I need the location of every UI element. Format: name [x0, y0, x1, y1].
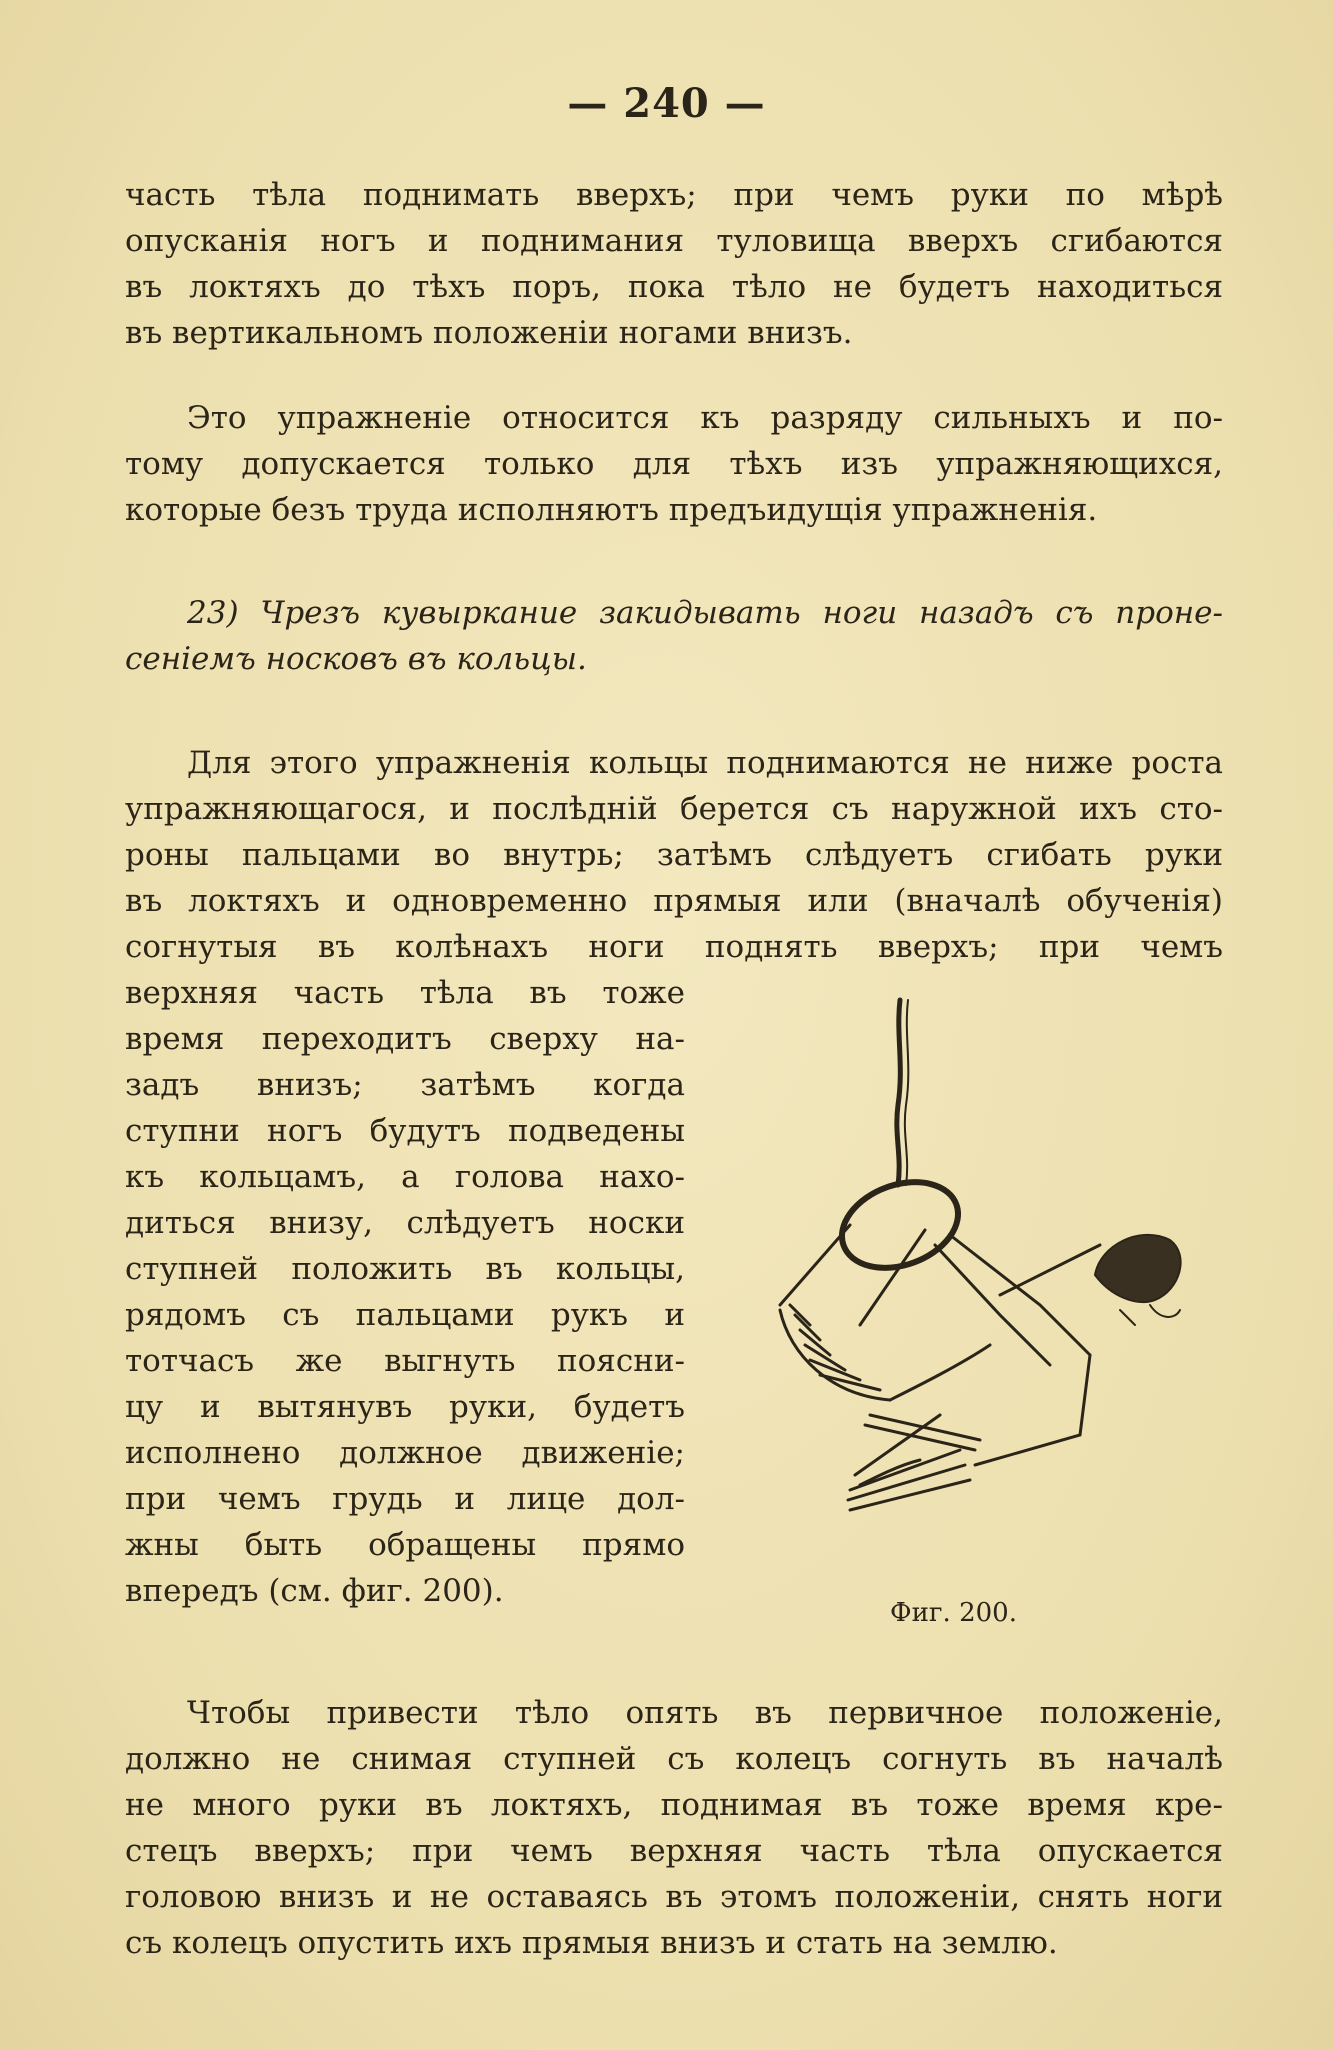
text-line: которые безъ труда исполняютъ предъидущія упражненія.: [125, 492, 1098, 528]
paragraph-2: [125, 395, 1223, 533]
text-line: диться внизу, слѣдуетъ носки: [125, 1205, 685, 1241]
text-line: въ локтяхъ до тѣхъ поръ, пока тѣло не будетъ находиться: [125, 269, 1223, 305]
text-line: при чемъ грудь и лице дол-: [125, 1481, 685, 1517]
figure-caption: Фиг. 200.: [890, 1598, 1017, 1628]
text-line: впередъ (см. фиг. 200).: [125, 1573, 504, 1609]
text-line: Это упражненіе относится къ разряду сильныхъ и по-: [187, 400, 1223, 436]
text-line: головою внизъ и не оставаясь въ этомъ положеніи, снять ноги: [125, 1879, 1223, 1915]
gymnast-illustration: [750, 995, 1230, 1555]
text-line: тому допускается только для тѣхъ изъ упражняющихся,: [125, 446, 1223, 482]
section-heading: [125, 590, 1223, 682]
text-line: исполнено должное движеніе;: [125, 1435, 685, 1471]
text-line: стецъ вверхъ; при чемъ верхняя часть тѣла опускается: [125, 1833, 1223, 1869]
heading-line: сеніемъ носковъ въ кольцы.: [125, 641, 587, 677]
text-line: должно не снимая ступней съ колецъ согнуть въ началѣ: [125, 1741, 1223, 1777]
text-line: рядомъ съ пальцами рукъ и: [125, 1297, 685, 1333]
text-line: задъ внизъ; затѣмъ когда: [125, 1067, 685, 1103]
text-line: время переходитъ сверху на-: [125, 1021, 685, 1057]
text-line: ступни ногъ будутъ подведены: [125, 1113, 685, 1149]
paragraph-4: [125, 1690, 1223, 1966]
text-line: Для этого упражненія кольцы поднимаются не ниже роста: [187, 745, 1223, 781]
text-line: часть тѣла поднимать вверхъ; при чемъ руки по мѣрѣ: [125, 177, 1223, 213]
text-line: съ колецъ опустить ихъ прямыя внизъ и стать на землю.: [125, 1925, 1058, 1961]
text-line: къ кольцамъ, а голова нахо-: [125, 1159, 685, 1195]
text-line: опусканія ногъ и поднимания туловища вверхъ сгибаются: [125, 223, 1223, 259]
text-line: цу и вытянувъ руки, будетъ: [125, 1389, 685, 1425]
text-line: въ вертикальномъ положеніи ногами внизъ.: [125, 315, 853, 351]
text-line: въ локтяхъ и одновременно прямыя или (вначалѣ обученія): [125, 883, 1223, 919]
text-line: верхняя часть тѣла въ тоже: [125, 975, 685, 1011]
text-line: Чтобы привести тѣло опять въ первичное положеніе,: [187, 1695, 1223, 1731]
heading-line: 23) Чрезъ кувыркание закидывать ноги назадъ съ проне-: [187, 595, 1223, 631]
paragraph-1: [125, 172, 1223, 356]
text-line: жны быть обращены прямо: [125, 1527, 685, 1563]
text-line: роны пальцами во внутрь; затѣмъ слѣдуетъ сгибать руки: [125, 837, 1223, 873]
text-line: не много руки въ локтяхъ, поднимая въ тоже время кре-: [125, 1787, 1223, 1823]
text-line: согнутыя въ колѣнахъ ноги поднять вверхъ; при чемъ: [125, 929, 1223, 965]
text-line: упражняющагося, и послѣдній берется съ наружной ихъ сто-: [125, 791, 1223, 827]
text-line: ступней положить въ кольцы,: [125, 1251, 685, 1287]
text-line: тотчасъ же выгнуть поясни-: [125, 1343, 685, 1379]
page-number: — 240 —: [567, 80, 766, 127]
